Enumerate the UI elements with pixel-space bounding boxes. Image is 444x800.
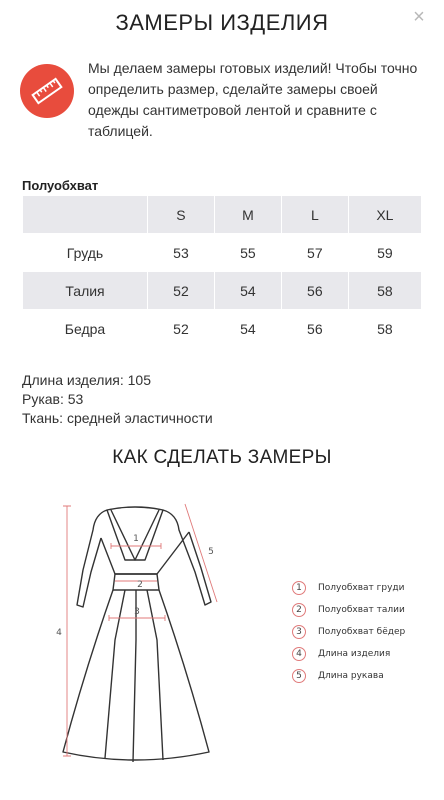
dress-diagram [45, 490, 255, 790]
row-label-chest: Грудь [23, 234, 148, 272]
table-cell: 56 [281, 272, 348, 310]
table-cell: 58 [348, 310, 421, 348]
fabric-text: Ткань: средней эластичности [22, 410, 213, 426]
close-button[interactable]: × [413, 6, 425, 28]
table-cell: 57 [281, 234, 348, 272]
table-cell: 56 [281, 310, 348, 348]
diagram-mark-3: 3 [134, 607, 140, 617]
table-header-row [23, 196, 422, 234]
legend-label: Длина изделия [318, 649, 391, 659]
row-label-waist: Талия [23, 272, 148, 310]
legend-item [292, 599, 405, 621]
legend-number: 2 [292, 603, 306, 617]
table-cell: 54 [214, 272, 281, 310]
table-cell: 59 [348, 234, 421, 272]
ruler-icon [20, 64, 74, 118]
column-header-s: S [148, 196, 215, 234]
size-table [22, 195, 422, 348]
row-label-hips: Бедра [23, 310, 148, 348]
legend-number: 4 [292, 647, 306, 661]
legend-label: Длина рукава [318, 671, 384, 681]
legend-item [292, 577, 405, 599]
table-cell: 54 [214, 310, 281, 348]
legend-number: 5 [292, 669, 306, 683]
sleeve-text: Рукав: 53 [22, 391, 84, 407]
modal-title: ЗАМЕРЫ ИЗДЕЛИЯ [115, 10, 329, 35]
legend-label: Полуобхват груди [318, 583, 405, 593]
howto-title: КАК СДЕЛАТЬ ЗАМЕРЫ [112, 447, 332, 468]
legend-item [292, 643, 405, 665]
legend-item [292, 621, 405, 643]
legend-label: Полуобхват талии [318, 605, 405, 615]
table-caption: Полуобхват [22, 178, 99, 193]
table-row [23, 310, 422, 348]
length-text: Длина изделия: 105 [22, 372, 152, 388]
legend-number: 3 [292, 625, 306, 639]
table-cell: 55 [214, 234, 281, 272]
diagram-mark-4: 4 [56, 628, 62, 638]
table-cell: 52 [148, 272, 215, 310]
measurement-legend [292, 577, 405, 687]
table-cell: 53 [148, 234, 215, 272]
table-row [23, 234, 422, 272]
diagram-mark-1: 1 [133, 534, 139, 544]
table-row [23, 272, 422, 310]
column-header-xl: XL [348, 196, 421, 234]
column-header-m: M [214, 196, 281, 234]
diagram-mark-2: 2 [137, 580, 143, 590]
table-cell: 58 [348, 272, 421, 310]
table-corner-cell [23, 196, 148, 234]
column-header-l: L [281, 196, 348, 234]
legend-number: 1 [292, 581, 306, 595]
legend-item [292, 665, 405, 687]
legend-label: Полуобхват бёдер [318, 627, 406, 637]
table-cell: 52 [148, 310, 215, 348]
intro-text: Мы делаем замеры готовых изделий! Чтобы точно определить размер, сделайте замеры своей одежды сантиметровой лентой и сравните с таблицей. [88, 60, 418, 139]
product-details [22, 371, 213, 428]
diagram-mark-5: 5 [208, 547, 214, 557]
